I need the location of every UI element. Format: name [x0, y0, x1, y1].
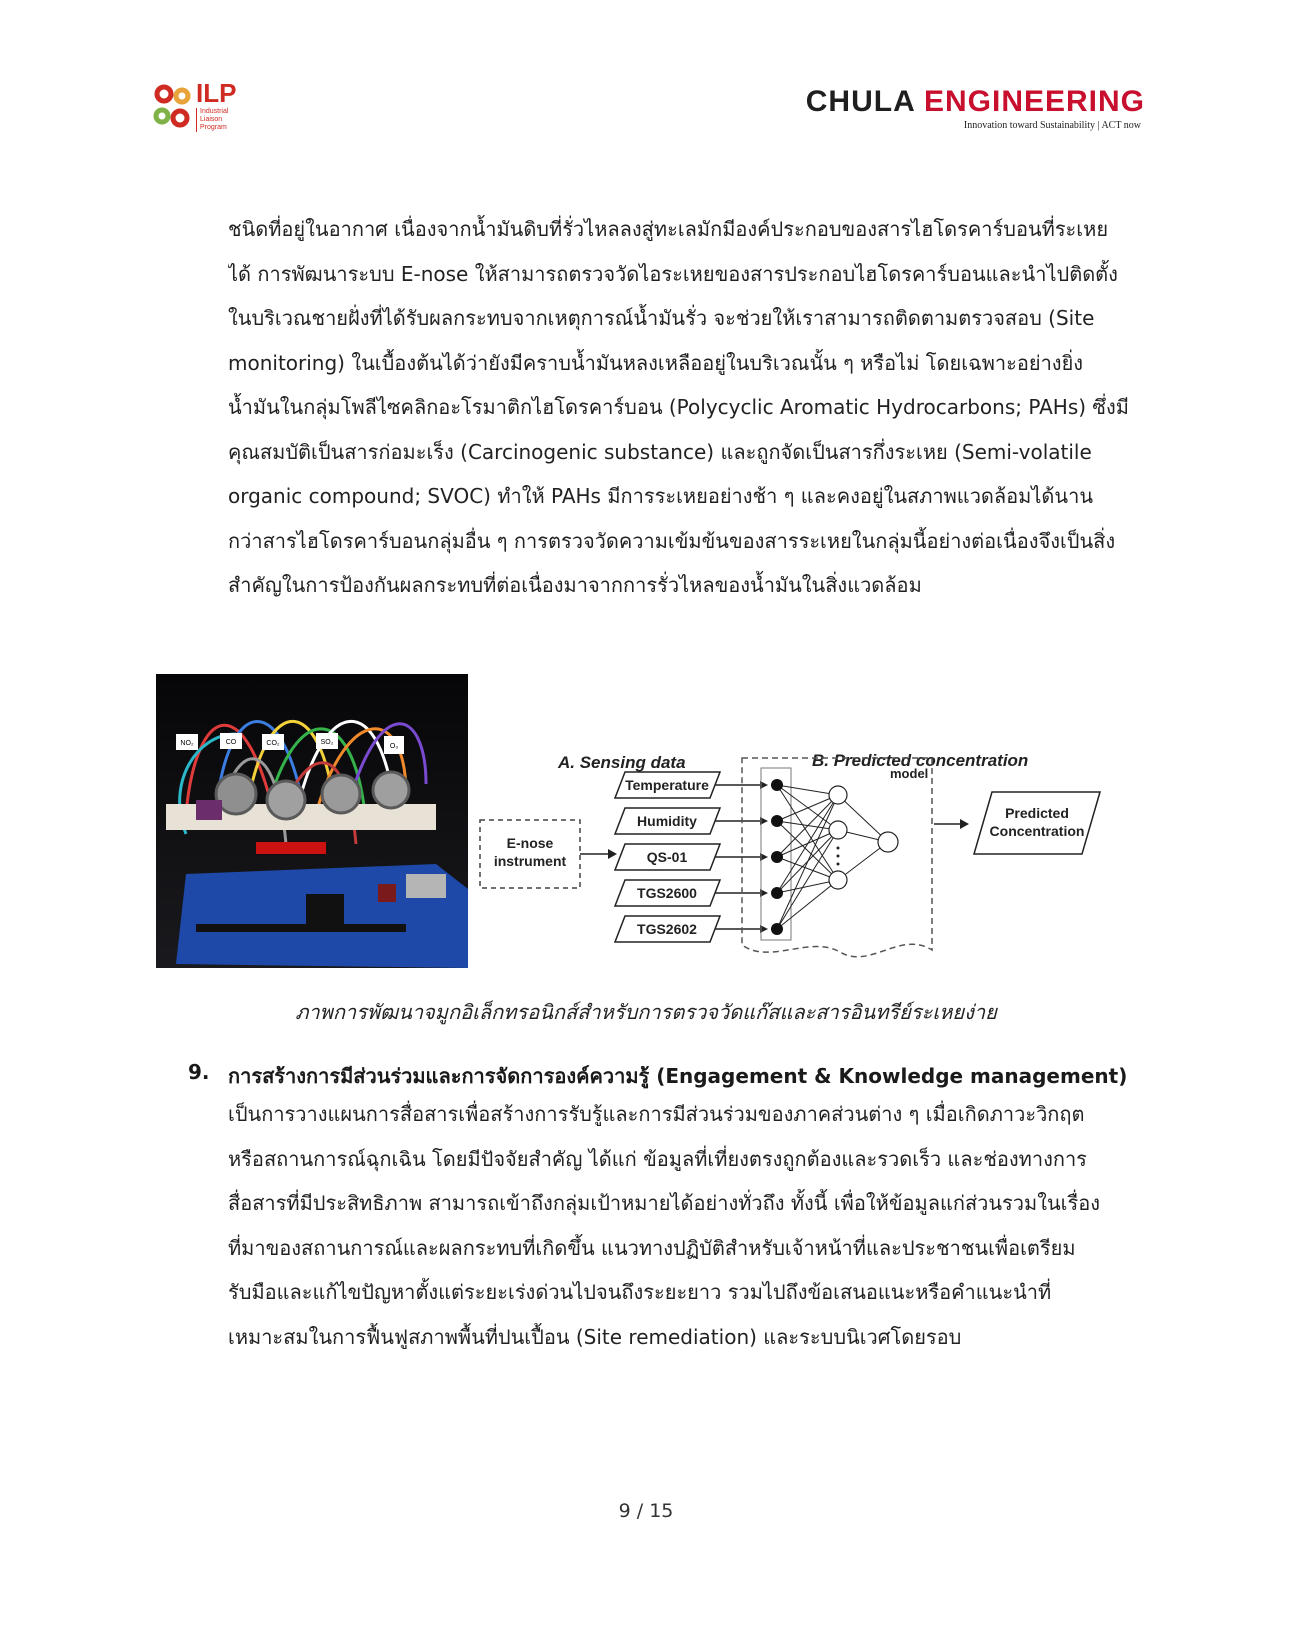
paragraph-line: รับมือและแก้ไขปัญหาตั้งแต่ระยะเร่งด่วนไปจนถึงระยะยาว รวมไปถึงข้อเสนอแนะหรือคำแนะนำที่	[228, 1280, 1052, 1304]
label-so2: SO₂	[320, 739, 334, 746]
paragraph-line: น้ำมันในกลุ่มโพลีไซคลิกอะโรมาติกไฮโดรคาร์บอน (Polycyclic Aromatic Hydrocarbons; PAHs) ซึ่งมี	[228, 395, 1129, 419]
diagram-title-a: A. Sensing data	[558, 753, 686, 772]
paragraph-line: กว่าสารไฮโดรคาร์บอนกลุ่มอื่น ๆ การตรวจวัดความเข้มข้นของสารระเหยในกลุ่มนี้อย่างต่อเนื่องจึงเป็นสิ่ง	[228, 528, 1116, 553]
sensor-tgs2600: TGS2600	[637, 885, 697, 901]
ilp-line2: Liaison	[200, 116, 223, 123]
paragraph-line: ในบริเวณชายฝั่งที่ได้รับผลกระทบจากเหตุการณ์น้ำมันรั่ว จะช่วยให้เราสามารถติดตามตรวจสอบ (Site	[228, 306, 1095, 330]
paragraph-line: monitoring) ในเบื้องต้นได้ว่ายังมีคราบน้ำมันหลงเหลืออยู่ในบริเวณนั้น ๆ หรือไม่ โดยเฉพาะอย่างยิ่ง	[228, 350, 1084, 375]
sensor-temperature: Temperature	[625, 777, 709, 793]
diagram-title-b: B. Predicted concentration	[812, 751, 1029, 770]
sensor-qs01: QS-01	[646, 849, 688, 865]
chula-tagline: Innovation toward Sustainability | ACT now	[963, 120, 1141, 131]
paragraph-line: สื่อสารที่มีประสิทธิภาพ สามารถเข้าถึงกลุ่มเป้าหมายได้อย่างทั่วถึง ทั้งนี้ เพื่อให้ข้อมูลแก่ส่วนรวมในเรื่อง	[228, 1191, 1101, 1215]
sensor-tgs2602: TGS2602	[637, 921, 697, 937]
ilp-line1: Industrial	[200, 108, 229, 115]
label-co: CO	[225, 739, 237, 746]
enose-label-2: instrument	[493, 853, 567, 869]
label-co2: CO₂	[266, 740, 280, 747]
gears-icon	[150, 80, 196, 136]
enose-model-diagram	[470, 740, 1150, 965]
ilp-title: ILP	[196, 78, 237, 108]
paragraph-line: เป็นการวางแผนการสื่อสารเพื่อสร้างการรับรู้และการมีส่วนร่วมของภาคส่วนต่าง ๆ เมื่อเกิดภาวะวิกฤต	[228, 1102, 1085, 1126]
paragraph-line: ชนิดที่อยู่ในอากาศ เนื่องจากน้ำมันดิบที่รั่วไหลลงสู่ทะเลมักมีองค์ประกอบของสารไฮโดรคาร์บอนที่ระเหย	[228, 217, 1109, 241]
paragraph-line: คุณสมบัติเป็นสารก่อมะเร็ง (Carcinogenic substance) และถูกจัดเป็นสารกึ่งระเหย (Semi-volatile	[228, 439, 1092, 464]
paragraph-engagement	[228, 1092, 1143, 1359]
engineering-word: ENGINEERING	[923, 85, 1145, 118]
section-number: 9.	[188, 1060, 210, 1084]
paragraph-line: organic compound; SVOC) ทำให้ PAHs มีการระเหยอย่างช้า ๆ และคงอยู่ในสภาพแวดล้อมได้นาน	[228, 484, 1093, 508]
enose-device-photo	[156, 674, 468, 968]
output-label-1: Predicted	[1005, 805, 1069, 821]
label-o3: O₃	[389, 743, 399, 750]
page-number: 9 / 15	[618, 1500, 674, 1522]
paragraph-line: ที่มาของสถานการณ์และผลกระทบที่เกิดขึ้น แนวทางปฏิบัติสำหรับเจ้าหน้าที่และประชาชนเพื่อเตรียม	[228, 1235, 1076, 1260]
model-label: model	[890, 766, 929, 781]
paragraph-line: ได้ การพัฒนาระบบ E-nose ให้สามารถตรวจวัดไอระเหยของสารประกอบไฮโดรคาร์บอนและนำไปติดตั้ง	[228, 261, 1118, 286]
output-label-2: Concentration	[989, 823, 1085, 839]
chula-engineering-logo	[800, 86, 1145, 131]
paragraph-enose	[228, 207, 1143, 608]
sensor-humidity: Humidity	[637, 813, 697, 829]
ilp-wordmark	[196, 80, 236, 132]
paragraph-line: เหมาะสมในการฟื้นฟูสภาพพื้นที่ปนเปื้อน (Site remediation) และระบบนิเวศโดยรอบ	[228, 1324, 962, 1349]
figure-caption: ภาพการพัฒนาจมูกอิเล็กทรอนิกส์สำหรับการตรวจวัดแก๊สและสารอินทรีย์ระเหยง่าย	[295, 1000, 997, 1024]
paragraph-line: หรือสถานการณ์ฉุกเฉิน โดยมีปัจจัยสำคัญ ได้แก่ ข้อมูลที่เที่ยงตรงถูกต้องและรวดเร็ว และช่องทางการ	[228, 1146, 1087, 1171]
enose-label-1: E-nose	[506, 835, 554, 851]
section-title: การสร้างการมีส่วนร่วมและการจัดการองค์ความรู้ (Engagement & Knowledge management)	[228, 1064, 1128, 1088]
paragraph-line: สำคัญในการป้องกันผลกระทบที่ต่อเนื่องมาจากการรั่วไหลของน้ำมันในสิ่งแวดล้อม	[228, 573, 922, 597]
label-no2: NO₂	[180, 740, 194, 747]
ilp-line3: Program	[200, 124, 227, 131]
chula-word: CHULA	[805, 85, 924, 118]
